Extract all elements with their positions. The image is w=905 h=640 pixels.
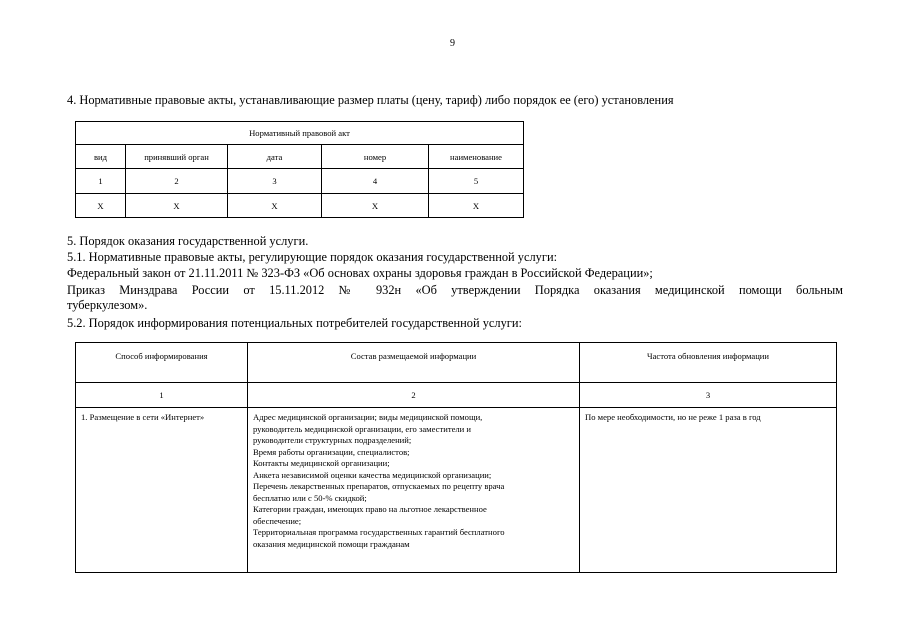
information-content-line: руководители структурных подразделений; bbox=[253, 435, 412, 445]
law-reference-2: Приказ Минздрава России от 15.11.2012 № 932н «Об утверждении Порядка оказания медицинской помощи больным bbox=[67, 283, 843, 297]
table-cell: Х bbox=[228, 194, 322, 218]
information-content bbox=[248, 408, 580, 573]
column-header: Частота обновления информации bbox=[580, 343, 837, 383]
column-number: 1 bbox=[76, 383, 248, 408]
column-header: принявший орган bbox=[126, 145, 228, 169]
column-header: номер bbox=[322, 145, 429, 169]
table-cell: Х bbox=[126, 194, 228, 218]
column-header: дата bbox=[228, 145, 322, 169]
column-number: 3 bbox=[228, 169, 322, 194]
section-5-heading: 5. Порядок оказания государственной услуги. bbox=[67, 234, 309, 248]
column-number: 3 bbox=[580, 383, 837, 408]
page-number: 9 bbox=[450, 38, 455, 49]
column-number: 4 bbox=[322, 169, 429, 194]
law-reference-2-continued: туберкулезом». bbox=[67, 298, 148, 312]
information-content-line: обеспечение; bbox=[253, 515, 302, 526]
information-content-line: Территориальная программа государственных гарантий бесплатного bbox=[253, 527, 505, 537]
column-header: Способ информирования bbox=[76, 343, 248, 383]
law-reference-1: Федеральный закон от 21.11.2011 № 323-ФЗ «Об основах охраны здоровья граждан в Российской Федерации»; bbox=[67, 266, 653, 280]
column-number: 1 bbox=[76, 169, 126, 194]
column-header: наименование bbox=[429, 145, 524, 169]
column-number: 2 bbox=[126, 169, 228, 194]
section-4-heading: 4. Нормативные правовые акты, устанавливающие размер платы (цену, тариф) либо порядок ее (его) установления bbox=[67, 93, 674, 107]
update-frequency: По мере необходимости, но не реже 1 раза в год bbox=[580, 408, 837, 573]
information-content-line: Перечень лекарственных препаратов, отпускаемых по рецепту врача bbox=[253, 481, 505, 491]
section-5-2-heading: 5.2. Порядок информирования потенциальных потребителей государственной услуги: bbox=[67, 316, 522, 330]
column-number: 2 bbox=[248, 383, 580, 408]
column-header: вид bbox=[76, 145, 126, 169]
section-5-1-heading: 5.1. Нормативные правовые акты, регулирующие порядок оказания государственной услуги: bbox=[67, 250, 558, 264]
information-content-line: Адрес медицинской организации; виды медицинской помощи, bbox=[253, 412, 483, 422]
column-header: Состав размещаемой информации bbox=[248, 343, 580, 383]
information-content-line: Время работы организации, специалистов; bbox=[253, 446, 410, 457]
information-content-line: бесплатно или с 50-% скидкой; bbox=[253, 492, 367, 503]
table-cell: Х bbox=[76, 194, 126, 218]
information-content-line: оказания медицинской помощи гражданам bbox=[253, 538, 410, 549]
information-content-line: Анкета независимой оценки качества медицинской организации; bbox=[253, 469, 492, 480]
table-cell: Х bbox=[322, 194, 429, 218]
information-method: 1. Размещение в сети «Интернет» bbox=[76, 408, 248, 573]
information-content-line: Категории граждан, имеющих право на льготное лекарственное bbox=[253, 504, 487, 514]
information-content-line: Контакты медицинской организации; bbox=[253, 458, 390, 468]
table-title: Нормативный правовой акт bbox=[76, 122, 524, 145]
column-number: 5 bbox=[429, 169, 524, 194]
information-table bbox=[75, 342, 837, 573]
normative-acts-table bbox=[75, 121, 524, 218]
table-cell: Х bbox=[429, 194, 524, 218]
information-content-list bbox=[253, 412, 575, 550]
information-content-line: руководитель медицинской организации, его заместители и bbox=[253, 423, 472, 434]
